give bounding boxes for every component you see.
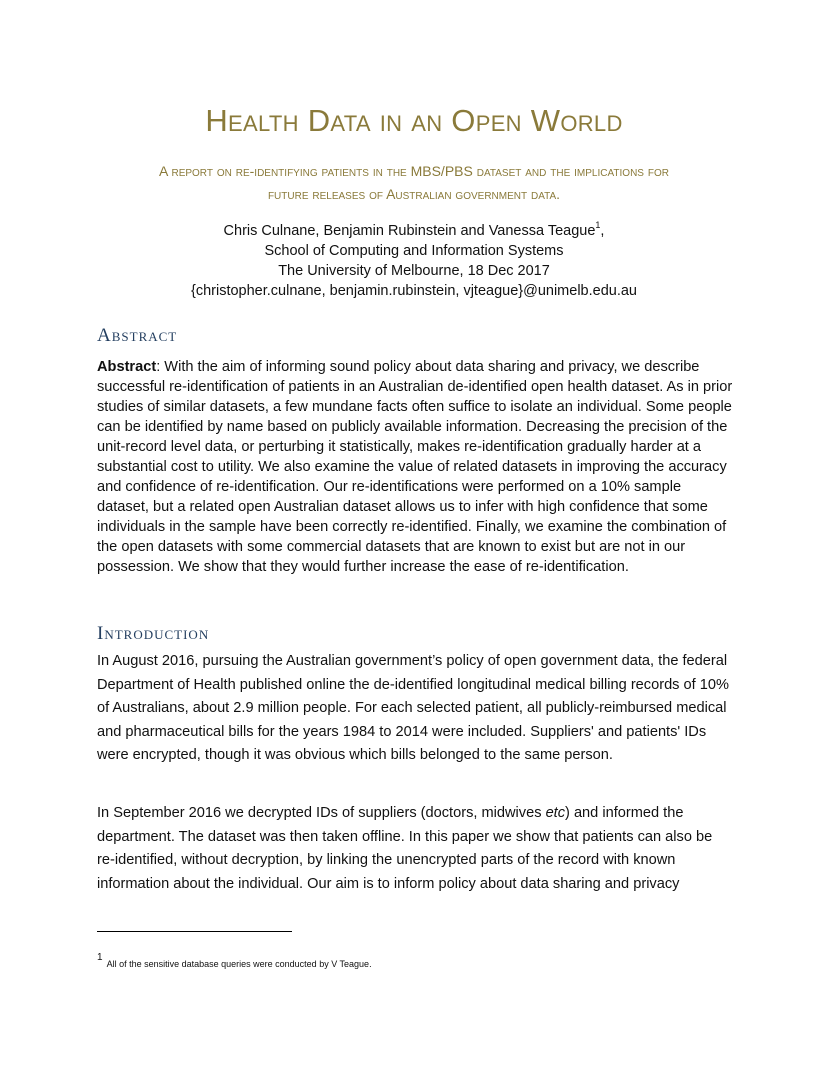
footnote-text: All of the sensitive database queries were conducted by V Teague. xyxy=(106,959,372,969)
intro-para2-start: In September 2016 we decrypted IDs of suppliers (doctors, midwives xyxy=(97,805,546,821)
author-names: Chris Culnane, Benjamin Rubinstein and Vanessa Teague xyxy=(223,222,596,239)
footnote-divider xyxy=(97,931,292,932)
abstract-text: : With the aim of informing sound policy about data sharing and privacy, we describe successful re-identification of patients in an Australian de-identified open health dataset. As in prior studies of similar datasets, a few mundane facts often suffice to isolate an individual. Some people can be identified by name based on publicly available information. Decreasing the precision of the unit-record level data, or perturbing it statistically, makes re-identification gradually harder at a substantial cost to utility. We also examine the value of related datasets in improving the accuracy and confidence of re-identification. Our re-identifications were performed on a 10% sample dataset, but a related open Australian dataset allows us to infer with high confidence that some individuals in the sample have been correctly re-identified. Finally, we examine the combination of the open datasets with some commercial datasets that are known to exist but are not in our possession. We show that they would further increase the ease of re-identification. xyxy=(97,359,733,575)
introduction-paragraph-2 xyxy=(97,802,733,896)
author-footnote-marker[interactable]: 1 xyxy=(595,220,601,230)
subtitle-line-1: A report on re-identifying patients in the MBS/PBS dataset and the implications for xyxy=(159,163,669,179)
footnote xyxy=(97,952,372,969)
footnote-marker: 1 xyxy=(97,952,103,963)
subtitle-line-2: future releases of Australian government data. xyxy=(267,186,561,202)
author-names-suffix: , xyxy=(600,222,605,239)
abstract-heading: Abstract xyxy=(97,325,178,346)
introduction-heading: Introduction xyxy=(97,623,210,644)
introduction-paragraph-1: In August 2016, pursuing the Australian government’s policy of open government data, the federal Department of Health published online the de-identified longitudinal medical billing records of 10% of Australians, about 2.9 million people. For each selected patient, all publicly-reimbursed medical and pharmaceutical bills for the years 1984 to 2014 were included. Suppliers' and patients' IDs were encrypted, though it was obvious which bills belonged to the same person. xyxy=(97,653,729,763)
paper-subtitle xyxy=(90,160,738,206)
author-emails: {christopher.culnane, benjamin.rubinstein, vjteague}@unimelb.edu.au xyxy=(191,282,637,299)
intro-para2-italic: etc xyxy=(545,805,566,821)
author-block xyxy=(0,216,828,301)
author-institution-date: The University of Melbourne, 18 Dec 2017 xyxy=(278,262,550,279)
author-department: School of Computing and Information Systems xyxy=(264,242,564,259)
abstract-paragraph xyxy=(97,357,733,577)
abstract-lead: Abstract xyxy=(97,359,157,375)
author-names-line xyxy=(0,216,828,241)
paper-title: Health Data in an Open World xyxy=(205,103,623,138)
intro-para2-end: ) and informed the department. The dataset was then taken offline. In this paper we show that patients can also be re-identified, without decryption, by linking the unencrypted parts of the record with known information about the individual. Our aim is to inform policy about data sharing and privacy xyxy=(97,805,713,892)
